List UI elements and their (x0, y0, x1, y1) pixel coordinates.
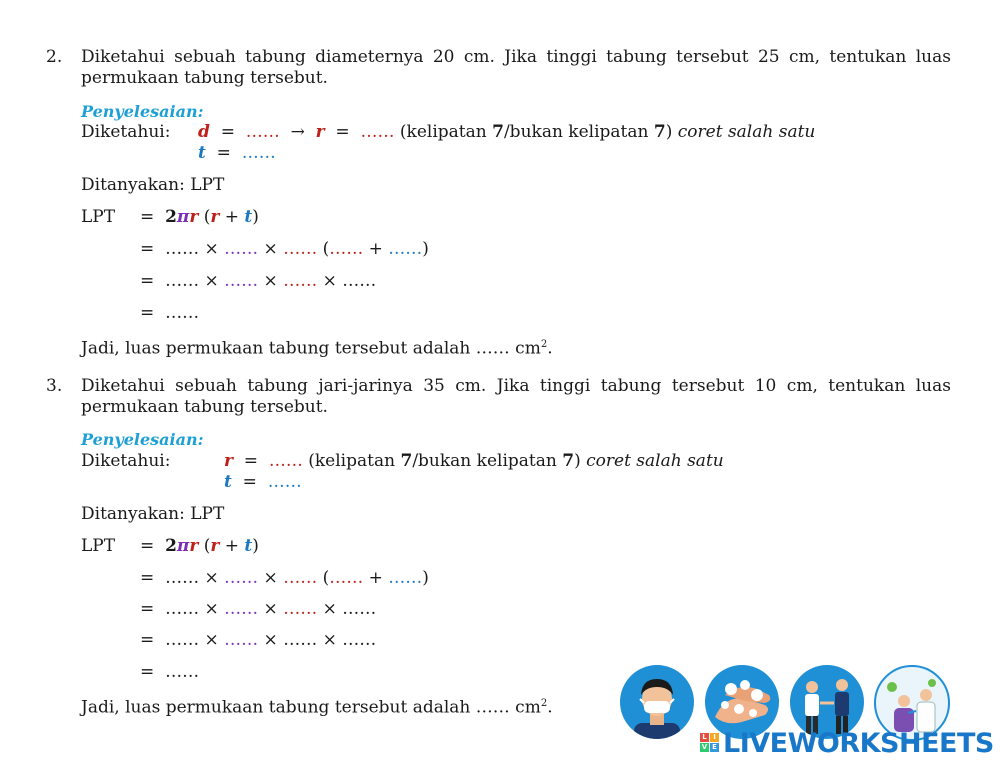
plus-sign: + (224, 536, 239, 556)
close-paren: ) (665, 122, 673, 142)
equals-sign: = (220, 122, 235, 142)
plus-sign: + (368, 568, 383, 588)
equals-sign: = (140, 568, 155, 588)
r-variable: r (210, 207, 220, 227)
q3-heading: Penyelesaian: (81, 430, 204, 449)
bukan-kelipatan-text: /bukan kelipatan (503, 122, 654, 142)
r-variable: r (210, 536, 220, 556)
conclusion-text: Jadi, luas permukaan tabung tersebut adalah …… cm (81, 338, 541, 359)
seven: 7 (400, 451, 413, 471)
mask-person-icon (620, 665, 694, 739)
d-variable: d (198, 122, 210, 142)
times-sign: × (322, 630, 337, 650)
seven: 7 (492, 122, 504, 142)
period: . (547, 338, 553, 359)
times-sign: × (263, 239, 278, 259)
close-paren: ) (252, 207, 259, 227)
badge-letter: L (700, 733, 709, 742)
answer-blank[interactable]: …… (283, 568, 318, 588)
answer-blank[interactable]: …… (342, 271, 377, 291)
seven: 7 (653, 122, 666, 142)
q2-known-line2 (198, 143, 276, 164)
t-variable: t (198, 143, 206, 163)
coret-note: coret salah satu (586, 451, 724, 471)
open-paren: ( (203, 207, 211, 227)
close-paren: ) (422, 239, 429, 259)
conclusion-text: Jadi, luas permukaan tabung tersebut adalah …… cm (81, 697, 541, 718)
q2-known-line1 (198, 122, 815, 143)
q2-known-label: Diketahui: (81, 122, 171, 142)
times-sign: × (322, 271, 337, 291)
d-blank[interactable]: …… (245, 122, 280, 142)
q2-asked: Ditanyakan: LPT (81, 175, 225, 195)
r-blank[interactable]: …… (268, 451, 303, 471)
times-sign: × (263, 599, 278, 619)
coret-note: coret salah satu (677, 122, 816, 142)
equals-sign: = (140, 239, 155, 259)
equals-sign: = (243, 451, 259, 471)
times-sign: × (204, 239, 219, 259)
answer-blank[interactable]: …… (165, 599, 200, 619)
answer-blank[interactable]: …… (342, 599, 377, 619)
q3-asked: Ditanyakan: LPT (81, 504, 225, 524)
r-variable: r (315, 122, 325, 142)
equals-sign: = (216, 143, 231, 163)
formula-two: 2 (165, 536, 177, 556)
equals-sign: = (140, 599, 155, 619)
plus-sign: + (224, 207, 239, 227)
badge-letter: E (710, 743, 719, 752)
open-paren: ( (203, 536, 211, 556)
answer-blank[interactable]: …… (165, 568, 200, 588)
open-paren: ( (322, 568, 330, 588)
q2-conclusion (81, 334, 553, 360)
t-variable: t (244, 207, 253, 227)
answer-blank[interactable]: …… (165, 662, 200, 682)
pi-symbol: π (176, 207, 190, 227)
kelipatan-text: (kelipatan (308, 451, 401, 471)
q2-heading: Penyelesaian: (81, 102, 204, 121)
answer-blank[interactable]: …… (388, 568, 423, 588)
close-paren: ) (574, 451, 581, 471)
t-blank[interactable]: …… (267, 472, 302, 492)
equals-sign: = (335, 122, 350, 142)
equals-sign: = (242, 472, 257, 492)
q3-step4 (140, 662, 199, 683)
seven: 7 (562, 451, 575, 471)
answer-blank[interactable]: …… (165, 271, 200, 291)
r-blank[interactable]: …… (360, 122, 395, 142)
q3-known-label: Diketahui: (81, 451, 171, 471)
equals-sign: = (140, 630, 155, 650)
times-sign: × (204, 599, 219, 619)
q2-step3 (140, 303, 199, 324)
times-sign: × (204, 630, 219, 650)
answer-blank[interactable]: …… (283, 599, 318, 619)
plus-sign: + (368, 239, 383, 259)
bukan-kelipatan-text: /bukan kelipatan (412, 451, 563, 471)
r-variable: r (189, 207, 199, 227)
q3-step3 (140, 630, 376, 651)
q3-known-line1 (224, 451, 724, 472)
q3-problem: Diketahui sebuah tabung jari-jarinya 35 cm. Jika tinggi tabung tersebut 10 cm, tentukan luas permukaan tabung tersebut. (81, 376, 951, 417)
equals-sign: = (140, 536, 155, 556)
times-sign: × (263, 630, 278, 650)
superscript-two: 2 (540, 698, 548, 709)
answer-blank[interactable]: …… (224, 599, 259, 619)
answer-blank[interactable]: …… (165, 239, 200, 259)
equals-sign: = (140, 271, 155, 291)
close-paren: ) (422, 568, 429, 588)
answer-blank[interactable]: …… (283, 630, 318, 650)
answer-blank[interactable]: …… (165, 303, 200, 323)
q3-step2 (140, 599, 376, 620)
pi-symbol: π (176, 536, 190, 556)
q3-number: 3. (46, 376, 63, 396)
answer-blank[interactable]: …… (283, 239, 318, 259)
r-variable: r (189, 536, 199, 556)
q2-lpt-label: LPT (81, 207, 116, 227)
equals-sign: = (140, 207, 155, 227)
equals-sign: = (140, 662, 155, 682)
period: . (547, 697, 553, 718)
answer-blank[interactable]: …… (224, 568, 259, 588)
badge-letter: I (710, 733, 719, 742)
q2-step1 (140, 239, 429, 260)
q3-step1 (140, 568, 429, 589)
liveworksheets-logo-icon (700, 733, 720, 753)
arrow-icon: → (290, 122, 305, 142)
q2-problem: Diketahui sebuah tabung diameternya 20 cm. Jika tinggi tabung tersebut 25 cm, tentukan luas permukaan tabung tersebut. (81, 47, 951, 88)
answer-blank[interactable]: …… (224, 271, 259, 291)
formula-two: 2 (165, 207, 177, 227)
t-blank[interactable]: …… (241, 143, 276, 163)
answer-blank[interactable]: …… (329, 239, 364, 259)
answer-blank[interactable]: …… (283, 271, 318, 291)
times-sign: × (263, 568, 278, 588)
answer-blank[interactable]: …… (224, 630, 259, 650)
q3-lpt-label: LPT (81, 536, 116, 556)
answer-blank[interactable]: …… (388, 239, 423, 259)
liveworksheets-brand[interactable]: LIVEWORKSHEETS (723, 728, 994, 759)
t-variable: t (244, 536, 253, 556)
superscript-two: 2 (540, 339, 548, 350)
times-sign: × (322, 599, 337, 619)
times-sign: × (204, 271, 219, 291)
equals-sign: = (140, 303, 155, 323)
q2-formula (140, 207, 259, 228)
times-sign: × (263, 271, 278, 291)
q3-conclusion (81, 693, 553, 719)
q2-step2 (140, 271, 376, 292)
badge-letter: V (701, 743, 708, 751)
q3-formula (140, 536, 259, 557)
times-sign: × (204, 568, 219, 588)
r-variable: r (224, 451, 233, 471)
t-variable: t (224, 472, 232, 492)
q3-known-line2 (224, 472, 302, 493)
q2-number: 2. (46, 47, 63, 67)
answer-blank[interactable]: …… (329, 568, 364, 588)
close-paren: ) (252, 536, 259, 556)
open-paren: ( (322, 239, 330, 259)
kelipatan-text: (kelipatan (399, 122, 493, 142)
answer-blank[interactable]: …… (165, 630, 200, 650)
answer-blank[interactable]: …… (224, 239, 259, 259)
answer-blank[interactable]: …… (342, 630, 377, 650)
